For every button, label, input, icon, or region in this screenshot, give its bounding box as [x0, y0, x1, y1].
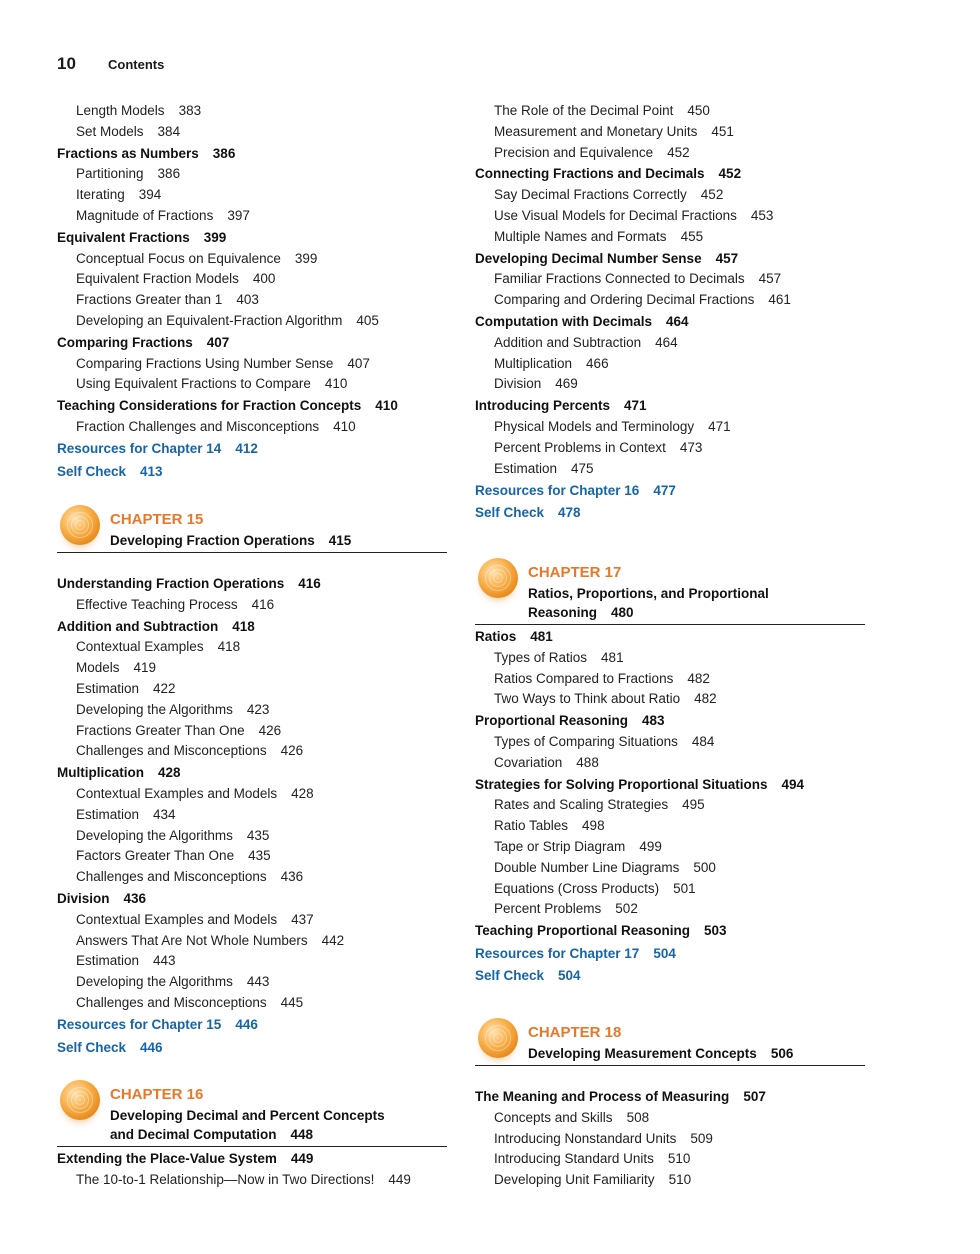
toc-entry-page: 451	[711, 123, 734, 139]
toc-resource-entry	[475, 504, 581, 522]
toc-entry-page: 407	[206, 334, 230, 350]
toc-entry-title: Models	[76, 660, 120, 676]
toc-subsection-entry	[494, 439, 702, 457]
chapter-emblem-icon	[478, 558, 518, 598]
toc-subsection-entry	[76, 102, 201, 120]
toc-entry-title: Double Number Line Diagrams	[494, 859, 680, 875]
toc-entry-title: Introducing Percents	[475, 398, 611, 414]
chapter-emblem-icon	[60, 1080, 100, 1120]
toc-entry-title: Percent Problems in Context	[494, 439, 666, 455]
toc-entry-page: 494	[781, 776, 805, 792]
toc-subsection-entry	[494, 270, 781, 288]
toc-entry-page: 507	[743, 1089, 766, 1104]
toc-entry-page: 449	[388, 1171, 411, 1187]
toc-entry-title: Self Check	[57, 1039, 127, 1055]
toc-entry-title: Use Visual Models for Decimal Fractions	[494, 208, 737, 223]
toc-entry-page: 386	[212, 145, 236, 161]
toc-entry-title: Percent Problems	[494, 901, 602, 917]
toc-entry-title: The Meaning and Process of Measuring	[475, 1089, 730, 1104]
toc-entry-page: 399	[294, 250, 318, 266]
toc-entry-title: Measurement and Monetary Units	[494, 123, 698, 139]
toc-subsection-entry	[76, 785, 314, 803]
toc-entry-title: Length Models	[76, 103, 165, 118]
toc-entry-title: Magnitude of Fractions	[76, 208, 214, 223]
toc-entry-title: The 10-to-1 Relationship—Now in Two Directions!	[76, 1171, 375, 1187]
toc-entry-title: Self Check	[475, 968, 545, 983]
toc-subsection-entry	[494, 418, 731, 436]
chapter-title-line: and Decimal Computation 448	[110, 1127, 314, 1142]
toc-entry-page: 504	[653, 945, 676, 961]
toc-entry-page: 484	[691, 734, 715, 749]
chapter-page: 480	[611, 605, 634, 620]
toc-entry-page: 510	[667, 1151, 691, 1167]
toc-entry-title: Say Decimal Fractions Correctly	[494, 187, 687, 203]
toc-entry-title: Challenges and Misconceptions	[76, 743, 267, 759]
chapter-emblem-icon	[478, 1018, 518, 1058]
toc-subsection-entry	[76, 418, 356, 436]
toc-entry-title: Fractions Greater Than One	[76, 722, 245, 738]
toc-entry-title: Comparing Fractions Using Number Sense	[76, 355, 334, 371]
toc-subsection-entry	[494, 207, 773, 225]
toc-entry-title: Connecting Fractions and Decimals	[475, 166, 705, 182]
toc-entry-page: 386	[157, 166, 181, 182]
toc-entry-page: 452	[718, 166, 742, 182]
toc-subsection-entry	[76, 207, 250, 225]
toc-section-entry	[57, 890, 146, 908]
toc-entry-title: Set Models	[76, 123, 144, 139]
toc-entry-title: Fractions as Numbers	[57, 145, 199, 161]
toc-entry-title: Ratio Tables	[494, 818, 569, 834]
toc-entry-title: Extending the Place-Value System	[57, 1151, 277, 1166]
toc-subsection-entry	[494, 817, 605, 835]
toc-subsection-entry	[76, 827, 269, 845]
toc-entry-title: Fractions Greater than 1	[76, 292, 223, 308]
toc-entry-page: 481	[601, 649, 624, 665]
toc-resource-entry	[475, 967, 581, 985]
toc-subsection-entry	[76, 659, 156, 677]
toc-entry-title: Concepts and Skills	[494, 1109, 613, 1125]
toc-subsection-entry	[494, 690, 717, 708]
toc-subsection-entry	[494, 334, 678, 352]
toc-entry-page: 464	[655, 334, 678, 350]
toc-entry-page: 394	[138, 187, 162, 203]
toc-entry-page: 412	[235, 441, 258, 457]
toc-entry-page: 504	[558, 968, 581, 983]
toc-subsection-entry	[76, 250, 317, 268]
toc-entry-title: Multiplication	[494, 355, 573, 371]
toc-entry-title: Self Check	[57, 463, 127, 479]
toc-entry-title: Strategies for Solving Proportional Situations	[475, 776, 768, 792]
toc-entry-title: Division	[57, 891, 110, 906]
toc-entry-page: 457	[758, 271, 782, 287]
toc-entry-title: Contextual Examples	[76, 639, 204, 655]
toc-entry-title: Multiple Names and Formats	[494, 228, 667, 244]
toc-subsection-entry	[76, 911, 314, 929]
toc-resource-entry	[57, 1016, 258, 1034]
toc-section-entry	[57, 397, 398, 415]
toc-entry-title: Types of Comparing Situations	[494, 734, 678, 749]
toc-entry-page: 399	[203, 229, 227, 245]
toc-entry-page: 471	[624, 398, 647, 414]
toc-entry-page: 481	[530, 629, 553, 644]
toc-entry-page: 466	[586, 355, 609, 371]
toc-entry-title: Answers That Are Not Whole Numbers	[76, 932, 308, 948]
toc-entry-title: Equivalent Fraction Models	[76, 271, 239, 287]
toc-entry-page: 501	[673, 880, 696, 896]
toc-entry-title: Estimation	[494, 460, 558, 476]
toc-entry-page: 426	[258, 722, 282, 738]
toc-entry-page: 452	[667, 144, 690, 160]
toc-subsection-entry	[76, 1171, 411, 1189]
toc-subsection-entry	[494, 460, 594, 478]
toc-subsection-entry	[76, 952, 176, 970]
toc-entry-page: 471	[708, 419, 731, 434]
toc-section-entry	[475, 397, 647, 415]
toc-entry-page: 499	[639, 839, 662, 854]
toc-entry-title: Developing an Equivalent-Fraction Algorithm	[76, 313, 343, 328]
toc-entry-page: 434	[153, 806, 176, 822]
toc-entry-title: Introducing Nonstandard Units	[494, 1130, 677, 1146]
toc-entry-page: 436	[123, 891, 147, 906]
chapter-title-line: Reasoning 480	[528, 605, 634, 620]
toc-entry-page: 503	[704, 923, 727, 939]
toc-section-entry	[57, 575, 321, 593]
toc-resource-entry	[57, 463, 163, 481]
toc-entry-title: Resources for Chapter 16	[475, 483, 640, 498]
toc-subsection-entry	[76, 186, 161, 204]
toc-subsection-entry	[76, 270, 275, 288]
toc-entry-title: Resources for Chapter 14	[57, 441, 222, 457]
toc-section-entry	[475, 250, 738, 268]
toc-entry-title: Types of Ratios	[494, 649, 588, 665]
toc-subsection-entry	[494, 228, 703, 246]
toc-entry-title: Computation with Decimals	[475, 314, 653, 329]
toc-subsection-entry	[494, 123, 734, 141]
chapter-page: 448	[290, 1127, 314, 1142]
toc-entry-page: 443	[153, 953, 176, 969]
chapter-label: CHAPTER 18	[528, 1024, 622, 1041]
toc-section-entry	[475, 776, 804, 794]
toc-entry-page: 508	[626, 1109, 650, 1125]
toc-entry-title: Challenges and Misconceptions	[76, 995, 267, 1010]
chapter-page: 506	[770, 1046, 794, 1061]
toc-entry-page: 403	[236, 292, 259, 308]
chapter-title-line: Developing Measurement Concepts 506	[528, 1046, 794, 1061]
toc-entry-title: Estimation	[76, 953, 140, 969]
chapter-title-line: Developing Decimal and Percent Concepts	[110, 1108, 385, 1123]
toc-entry-page: 383	[178, 103, 202, 118]
toc-entry-page: 478	[558, 505, 581, 521]
toc-entry-page: 482	[694, 691, 717, 707]
toc-entry-page: 453	[750, 208, 774, 223]
toc-entry-page: 502	[615, 901, 638, 917]
toc-entry-title: Developing the Algorithms	[76, 974, 233, 990]
toc-subsection-entry	[494, 1130, 713, 1148]
toc-entry-page: 419	[133, 660, 157, 676]
toc-entry-page: 482	[687, 670, 710, 686]
toc-subsection-entry	[494, 670, 710, 688]
toc-entry-title: Two Ways to Think about Ratio	[494, 691, 681, 707]
toc-entry-page: 410	[333, 419, 356, 434]
chapter-label: CHAPTER 15	[110, 511, 204, 528]
toc-entry-title: Resources for Chapter 17	[475, 945, 640, 961]
chapter-heading	[57, 505, 447, 563]
toc-entry-title: Physical Models and Terminology	[494, 419, 695, 434]
toc-subsection-entry	[494, 754, 599, 772]
toc-entry-page: 445	[280, 995, 304, 1010]
toc-entry-title: Contextual Examples and Models	[76, 911, 278, 927]
toc-entry-title: Division	[494, 376, 542, 392]
toc-entry-title: Developing the Algorithms	[76, 827, 233, 843]
toc-entry-title: Familiar Fractions Connected to Decimals	[494, 271, 745, 287]
chapter-title-line: Ratios, Proportions, and Proportional	[528, 586, 769, 601]
chapter-rule	[475, 1065, 865, 1066]
toc-entry-page: 413	[140, 463, 163, 479]
toc-entry-title: Resources for Chapter 15	[57, 1017, 222, 1033]
toc-entry-page: 418	[232, 618, 255, 634]
toc-entry-page: 407	[347, 355, 370, 371]
toc-entry-page: 410	[324, 376, 348, 392]
toc-entry-title: Contextual Examples and Models	[76, 786, 278, 801]
toc-subsection-entry	[76, 123, 180, 141]
toc-subsection-entry	[494, 880, 696, 898]
toc-entry-title: Estimation	[76, 806, 140, 822]
toc-section-entry	[57, 145, 235, 163]
toc-entry-page: 500	[693, 859, 716, 875]
toc-entry-title: Factors Greater Than One	[76, 848, 235, 864]
page-label: Contents	[108, 57, 165, 72]
toc-entry-page: 384	[157, 123, 181, 139]
toc-subsection-entry	[494, 1150, 690, 1168]
toc-section-entry	[475, 313, 689, 331]
toc-entry-page: 416	[251, 596, 275, 612]
toc-subsection-entry	[76, 596, 274, 614]
toc-resource-entry	[57, 1039, 163, 1057]
chapter-emblem-icon	[60, 505, 100, 545]
toc-subsection-entry	[494, 838, 662, 856]
page-number: 10	[57, 54, 76, 73]
toc-entry-page: 495	[682, 797, 705, 813]
toc-subsection-entry	[494, 900, 638, 918]
toc-entry-title: Equations (Cross Products)	[494, 880, 660, 896]
toc-entry-title: Addition and Subtraction	[57, 618, 219, 634]
chapter-heading	[475, 1018, 865, 1076]
toc-subsection-entry	[494, 375, 578, 393]
toc-section-entry	[475, 922, 727, 940]
toc-entry-page: 410	[375, 398, 398, 414]
toc-entry-page: 510	[668, 1172, 692, 1188]
toc-entry-page: 477	[653, 483, 676, 498]
toc-entry-page: 475	[571, 460, 594, 476]
chapter-title-line: Developing Fraction Operations 415	[110, 533, 352, 548]
toc-entry-title: Developing Decimal Number Sense	[475, 250, 702, 266]
toc-subsection-entry	[494, 733, 714, 751]
toc-entry-title: Understanding Fraction Operations	[57, 576, 285, 591]
toc-entry-page: 498	[582, 818, 605, 834]
toc-section-entry	[475, 1088, 766, 1106]
toc-subsection-entry	[76, 994, 303, 1012]
toc-subsection-entry	[76, 680, 176, 698]
toc-section-entry	[475, 712, 665, 730]
chapter-label: CHAPTER 16	[110, 1086, 204, 1103]
toc-entry-page: 435	[248, 848, 271, 864]
toc-entry-title: Precision and Equivalence	[494, 144, 654, 160]
chapter-rule	[57, 552, 447, 553]
toc-entry-page: 452	[700, 187, 724, 203]
toc-entry-page: 400	[252, 271, 276, 287]
toc-entry-title: Rates and Scaling Strategies	[494, 797, 669, 813]
toc-entry-title: Developing the Algorithms	[76, 701, 233, 717]
toc-entry-title: Teaching Proportional Reasoning	[475, 923, 691, 939]
toc-entry-page: 473	[679, 439, 703, 455]
toc-entry-title: Equivalent Fractions	[57, 229, 190, 245]
toc-entry-page: 457	[715, 250, 739, 266]
toc-entry-page: 422	[153, 681, 176, 696]
toc-section-entry	[475, 165, 741, 183]
toc-subsection-entry	[76, 355, 370, 373]
toc-resource-entry	[57, 440, 258, 458]
toc-entry-page: 426	[280, 743, 304, 759]
toc-subsection-entry	[76, 165, 180, 183]
toc-section-entry	[475, 628, 553, 646]
toc-subsection-entry	[494, 291, 791, 309]
toc-entry-page: 483	[642, 713, 665, 729]
toc-section-entry	[57, 334, 229, 352]
chapter-label: CHAPTER 17	[528, 564, 622, 581]
chapter-rule	[57, 1146, 447, 1147]
toc-entry-page: 443	[246, 974, 270, 990]
toc-entry-page: 450	[687, 103, 710, 118]
toc-subsection-entry	[76, 312, 379, 330]
toc-subsection-entry	[76, 742, 303, 760]
toc-entry-title: Multiplication	[57, 765, 144, 781]
toc-entry-title: Comparing Fractions	[57, 334, 193, 350]
toc-section-entry	[57, 764, 181, 782]
toc-entry-title: Comparing and Ordering Decimal Fractions	[494, 292, 755, 308]
toc-entry-page: 423	[246, 701, 270, 717]
toc-subsection-entry	[76, 291, 259, 309]
toc-subsection-entry	[76, 868, 303, 886]
toc-entry-title: Challenges and Misconceptions	[76, 869, 267, 885]
toc-entry-page: 428	[291, 786, 314, 801]
toc-entry-title: Using Equivalent Fractions to Compare	[76, 376, 311, 392]
toc-subsection-entry	[494, 1171, 691, 1189]
toc-subsection-entry	[494, 859, 716, 877]
toc-entry-page: 405	[356, 313, 379, 328]
toc-section-entry	[57, 618, 255, 636]
toc-subsection-entry	[76, 722, 281, 740]
toc-section-entry	[57, 1150, 313, 1168]
toc-entry-page: 469	[555, 376, 578, 392]
chapter-heading	[57, 1080, 447, 1156]
chapter-rule	[475, 624, 865, 625]
toc-entry-page: 464	[666, 314, 689, 329]
toc-entry-title: Iterating	[76, 187, 125, 203]
toc-entry-page: 428	[158, 765, 181, 781]
toc-entry-title: Covariation	[494, 754, 563, 770]
toc-resource-entry	[475, 482, 676, 500]
toc-entry-page: 442	[321, 932, 345, 948]
toc-entry-title: Effective Teaching Process	[76, 596, 238, 612]
toc-entry-page: 509	[690, 1130, 713, 1146]
toc-entry-title: The Role of the Decimal Point	[494, 103, 674, 118]
toc-subsection-entry	[76, 847, 271, 865]
toc-entry-page: 446	[140, 1039, 163, 1055]
toc-entry-page: 418	[217, 639, 241, 655]
toc-subsection-entry	[494, 144, 690, 162]
toc-entry-page: 436	[280, 869, 304, 885]
toc-entry-title: Conceptual Focus on Equivalence	[76, 250, 281, 266]
toc-resource-entry	[475, 945, 676, 963]
toc-entry-title: Ratios	[475, 629, 517, 644]
chapter-page: 415	[328, 533, 352, 548]
toc-entry-page: 437	[291, 911, 314, 927]
toc-subsection-entry	[494, 796, 705, 814]
toc-subsection-entry	[76, 932, 344, 950]
toc-entry-title: Introducing Standard Units	[494, 1151, 654, 1167]
toc-entry-page: 397	[227, 208, 250, 223]
toc-subsection-entry	[494, 186, 723, 204]
toc-entry-title: Partitioning	[76, 166, 144, 182]
chapter-heading	[475, 558, 865, 634]
toc-entry-title: Estimation	[76, 681, 140, 696]
toc-subsection-entry	[76, 638, 240, 656]
toc-entry-title: Fraction Challenges and Misconceptions	[76, 419, 320, 434]
toc-subsection-entry	[494, 1109, 649, 1127]
toc-subsection-entry	[76, 375, 347, 393]
toc-entry-page: 449	[290, 1151, 314, 1166]
toc-entry-title: Proportional Reasoning	[475, 713, 629, 729]
toc-entry-page: 455	[680, 228, 704, 244]
toc-section-entry	[57, 229, 226, 247]
toc-subsection-entry	[76, 973, 269, 991]
toc-entry-title: Self Check	[475, 505, 545, 521]
toc-entry-title: Developing Unit Familiarity	[494, 1172, 655, 1188]
toc-entry-title: Teaching Considerations for Fraction Concepts	[57, 398, 362, 414]
toc-entry-title: Ratios Compared to Fractions	[494, 670, 674, 686]
toc-subsection-entry	[76, 701, 269, 719]
toc-entry-page: 435	[246, 827, 270, 843]
toc-subsection-entry	[494, 355, 609, 373]
toc-entry-page: 446	[235, 1017, 258, 1033]
toc-subsection-entry	[76, 806, 176, 824]
toc-subsection-entry	[494, 102, 710, 120]
toc-subsection-entry	[494, 649, 624, 667]
toc-entry-page: 488	[576, 754, 599, 770]
toc-entry-title: Tape or Strip Diagram	[494, 839, 626, 854]
toc-entry-page: 461	[768, 292, 791, 308]
toc-entry-title: Addition and Subtraction	[494, 334, 642, 350]
toc-entry-page: 416	[298, 576, 321, 591]
